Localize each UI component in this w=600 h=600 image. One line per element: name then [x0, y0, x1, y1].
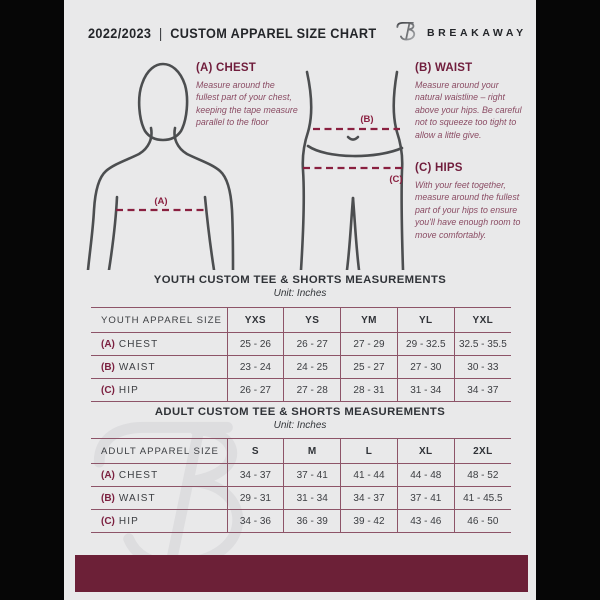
youth-size-header: YM	[341, 308, 398, 333]
table-cell: 27 - 30	[397, 356, 454, 379]
youth-waist-label	[91, 356, 227, 379]
row-prefix: (C)	[101, 384, 115, 396]
waist-instruction-heading: (B) WAIST	[415, 62, 473, 74]
hips-line-label: (C)	[389, 174, 403, 185]
table-cell: 26 - 27	[284, 333, 341, 356]
row-label: WAIST	[118, 361, 156, 373]
adult-size-header: M	[284, 439, 341, 464]
header-year: 2022/2023	[88, 25, 152, 41]
youth-size-col-header: YOUTH APPAREL SIZE	[91, 308, 227, 333]
table-cell: 44 - 48	[397, 464, 454, 487]
row-label: HIP	[118, 515, 139, 527]
brand-lockup	[395, 19, 527, 48]
adult-chest-row	[91, 464, 511, 487]
adult-size-header: XL	[397, 439, 454, 464]
youth-chest-label	[91, 333, 227, 356]
table-cell: 27 - 28	[284, 379, 341, 402]
lower-body-diagram	[292, 60, 412, 275]
header-separator: |	[158, 25, 163, 41]
table-cell: 36 - 39	[284, 510, 341, 533]
page-title	[88, 25, 377, 41]
adult-size-table	[91, 438, 511, 533]
left-inner-leg-outline	[347, 198, 353, 270]
right-inner-leg-outline	[353, 198, 359, 270]
waist-instruction-body: Measure around your natural waistline – right above your hips. Be careful not to squeeze too tight to allow a little give.	[415, 80, 522, 140]
adult-waist-row	[91, 487, 511, 510]
table-cell: 34 - 37	[341, 487, 398, 510]
table-cell: 37 - 41	[397, 487, 454, 510]
head-outline	[139, 64, 187, 140]
adult-size-col-header: ADULT APPAREL SIZE	[91, 439, 227, 464]
hips-instruction-heading: (C) HIPS	[415, 162, 463, 174]
row-label: HIP	[118, 384, 139, 396]
youth-hip-row	[91, 379, 511, 402]
youth-size-header: YXS	[227, 308, 284, 333]
table-cell: 41 - 44	[341, 464, 398, 487]
table-cell: 37 - 41	[284, 464, 341, 487]
row-label: WAIST	[118, 492, 156, 504]
brand-name: BREAKAWAY	[426, 27, 527, 39]
table-cell: 30 - 33	[454, 356, 511, 379]
adult-size-header: L	[341, 439, 398, 464]
chest-instruction-heading: (A) CHEST	[196, 62, 256, 74]
hip-curve-outline	[308, 146, 402, 156]
table-cell: 48 - 52	[454, 464, 511, 487]
youth-size-header: YXL	[454, 308, 511, 333]
right-shoulder-outline	[175, 128, 234, 270]
adult-section-title: ADULT CUSTOM TEE & SHORTS MEASUREMENTS	[154, 406, 446, 418]
row-prefix: (B)	[101, 492, 115, 504]
hips-instruction	[415, 162, 534, 241]
table-cell: 31 - 34	[397, 379, 454, 402]
left-inner-arm-outline	[109, 197, 117, 270]
youth-hip-label	[91, 379, 227, 402]
table-cell: 34 - 37	[454, 379, 511, 402]
table-cell: 25 - 26	[227, 333, 284, 356]
table-cell: 39 - 42	[341, 510, 398, 533]
table-cell: 41 - 45.5	[454, 487, 511, 510]
table-cell: 24 - 25	[284, 356, 341, 379]
table-cell: 29 - 32.5	[397, 333, 454, 356]
youth-chest-row	[91, 333, 511, 356]
table-cell: 32.5 - 35.5	[454, 333, 511, 356]
table-cell: 43 - 46	[397, 510, 454, 533]
navel-mark	[348, 137, 358, 140]
row-prefix: (A)	[101, 469, 115, 481]
youth-section-title: YOUTH CUSTOM TEE & SHORTS MEASUREMENTS	[153, 274, 447, 286]
row-prefix: (C)	[101, 515, 115, 527]
adult-waist-label	[91, 487, 227, 510]
table-cell: 26 - 27	[227, 379, 284, 402]
adult-size-header: 2XL	[454, 439, 511, 464]
youth-waist-row	[91, 356, 511, 379]
adult-chest-label	[91, 464, 227, 487]
left-hip-outline	[301, 72, 311, 270]
table-cell: 23 - 24	[227, 356, 284, 379]
youth-header-row	[91, 308, 511, 333]
breakaway-logo-icon	[395, 19, 420, 48]
chest-instruction	[196, 62, 300, 129]
table-cell: 34 - 36	[227, 510, 284, 533]
footer-accent-bar	[75, 555, 528, 592]
waist-line-label: (B)	[360, 114, 374, 125]
chest-line-label: (A)	[154, 196, 168, 207]
right-hip-outline	[394, 72, 403, 270]
table-cell: 29 - 31	[227, 487, 284, 510]
header	[88, 20, 527, 46]
adult-header-row	[91, 439, 511, 464]
chest-instruction-body: Measure around the fullest part of your chest, keeping the tape measure parallel to the floor	[196, 80, 298, 128]
row-label: CHEST	[118, 469, 159, 481]
left-shoulder-outline	[88, 128, 152, 270]
right-inner-arm-outline	[205, 197, 214, 270]
hips-instruction-body: With your feet together, measure around the fullest part of your hips to ensure you'll have enough room to move comfortably.	[415, 180, 521, 240]
header-title-text: CUSTOM APPAREL SIZE CHART	[170, 25, 377, 41]
adult-unit-label: Unit: Inches	[273, 420, 327, 431]
adult-hip-row	[91, 510, 511, 533]
table-cell: 34 - 37	[227, 464, 284, 487]
adult-size-header: S	[227, 439, 284, 464]
table-cell: 31 - 34	[284, 487, 341, 510]
row-prefix: (A)	[101, 338, 115, 350]
youth-size-header: YL	[397, 308, 454, 333]
youth-size-table	[91, 307, 511, 402]
row-prefix: (B)	[101, 361, 115, 373]
table-cell: 27 - 29	[341, 333, 398, 356]
waist-instruction	[415, 62, 527, 141]
youth-size-header: YS	[284, 308, 341, 333]
table-cell: 46 - 50	[454, 510, 511, 533]
size-chart-flyer	[64, 0, 536, 600]
row-label: CHEST	[118, 338, 159, 350]
adult-hip-label	[91, 510, 227, 533]
table-cell: 28 - 31	[341, 379, 398, 402]
youth-unit-label: Unit: Inches	[273, 288, 327, 299]
table-cell: 25 - 27	[341, 356, 398, 379]
